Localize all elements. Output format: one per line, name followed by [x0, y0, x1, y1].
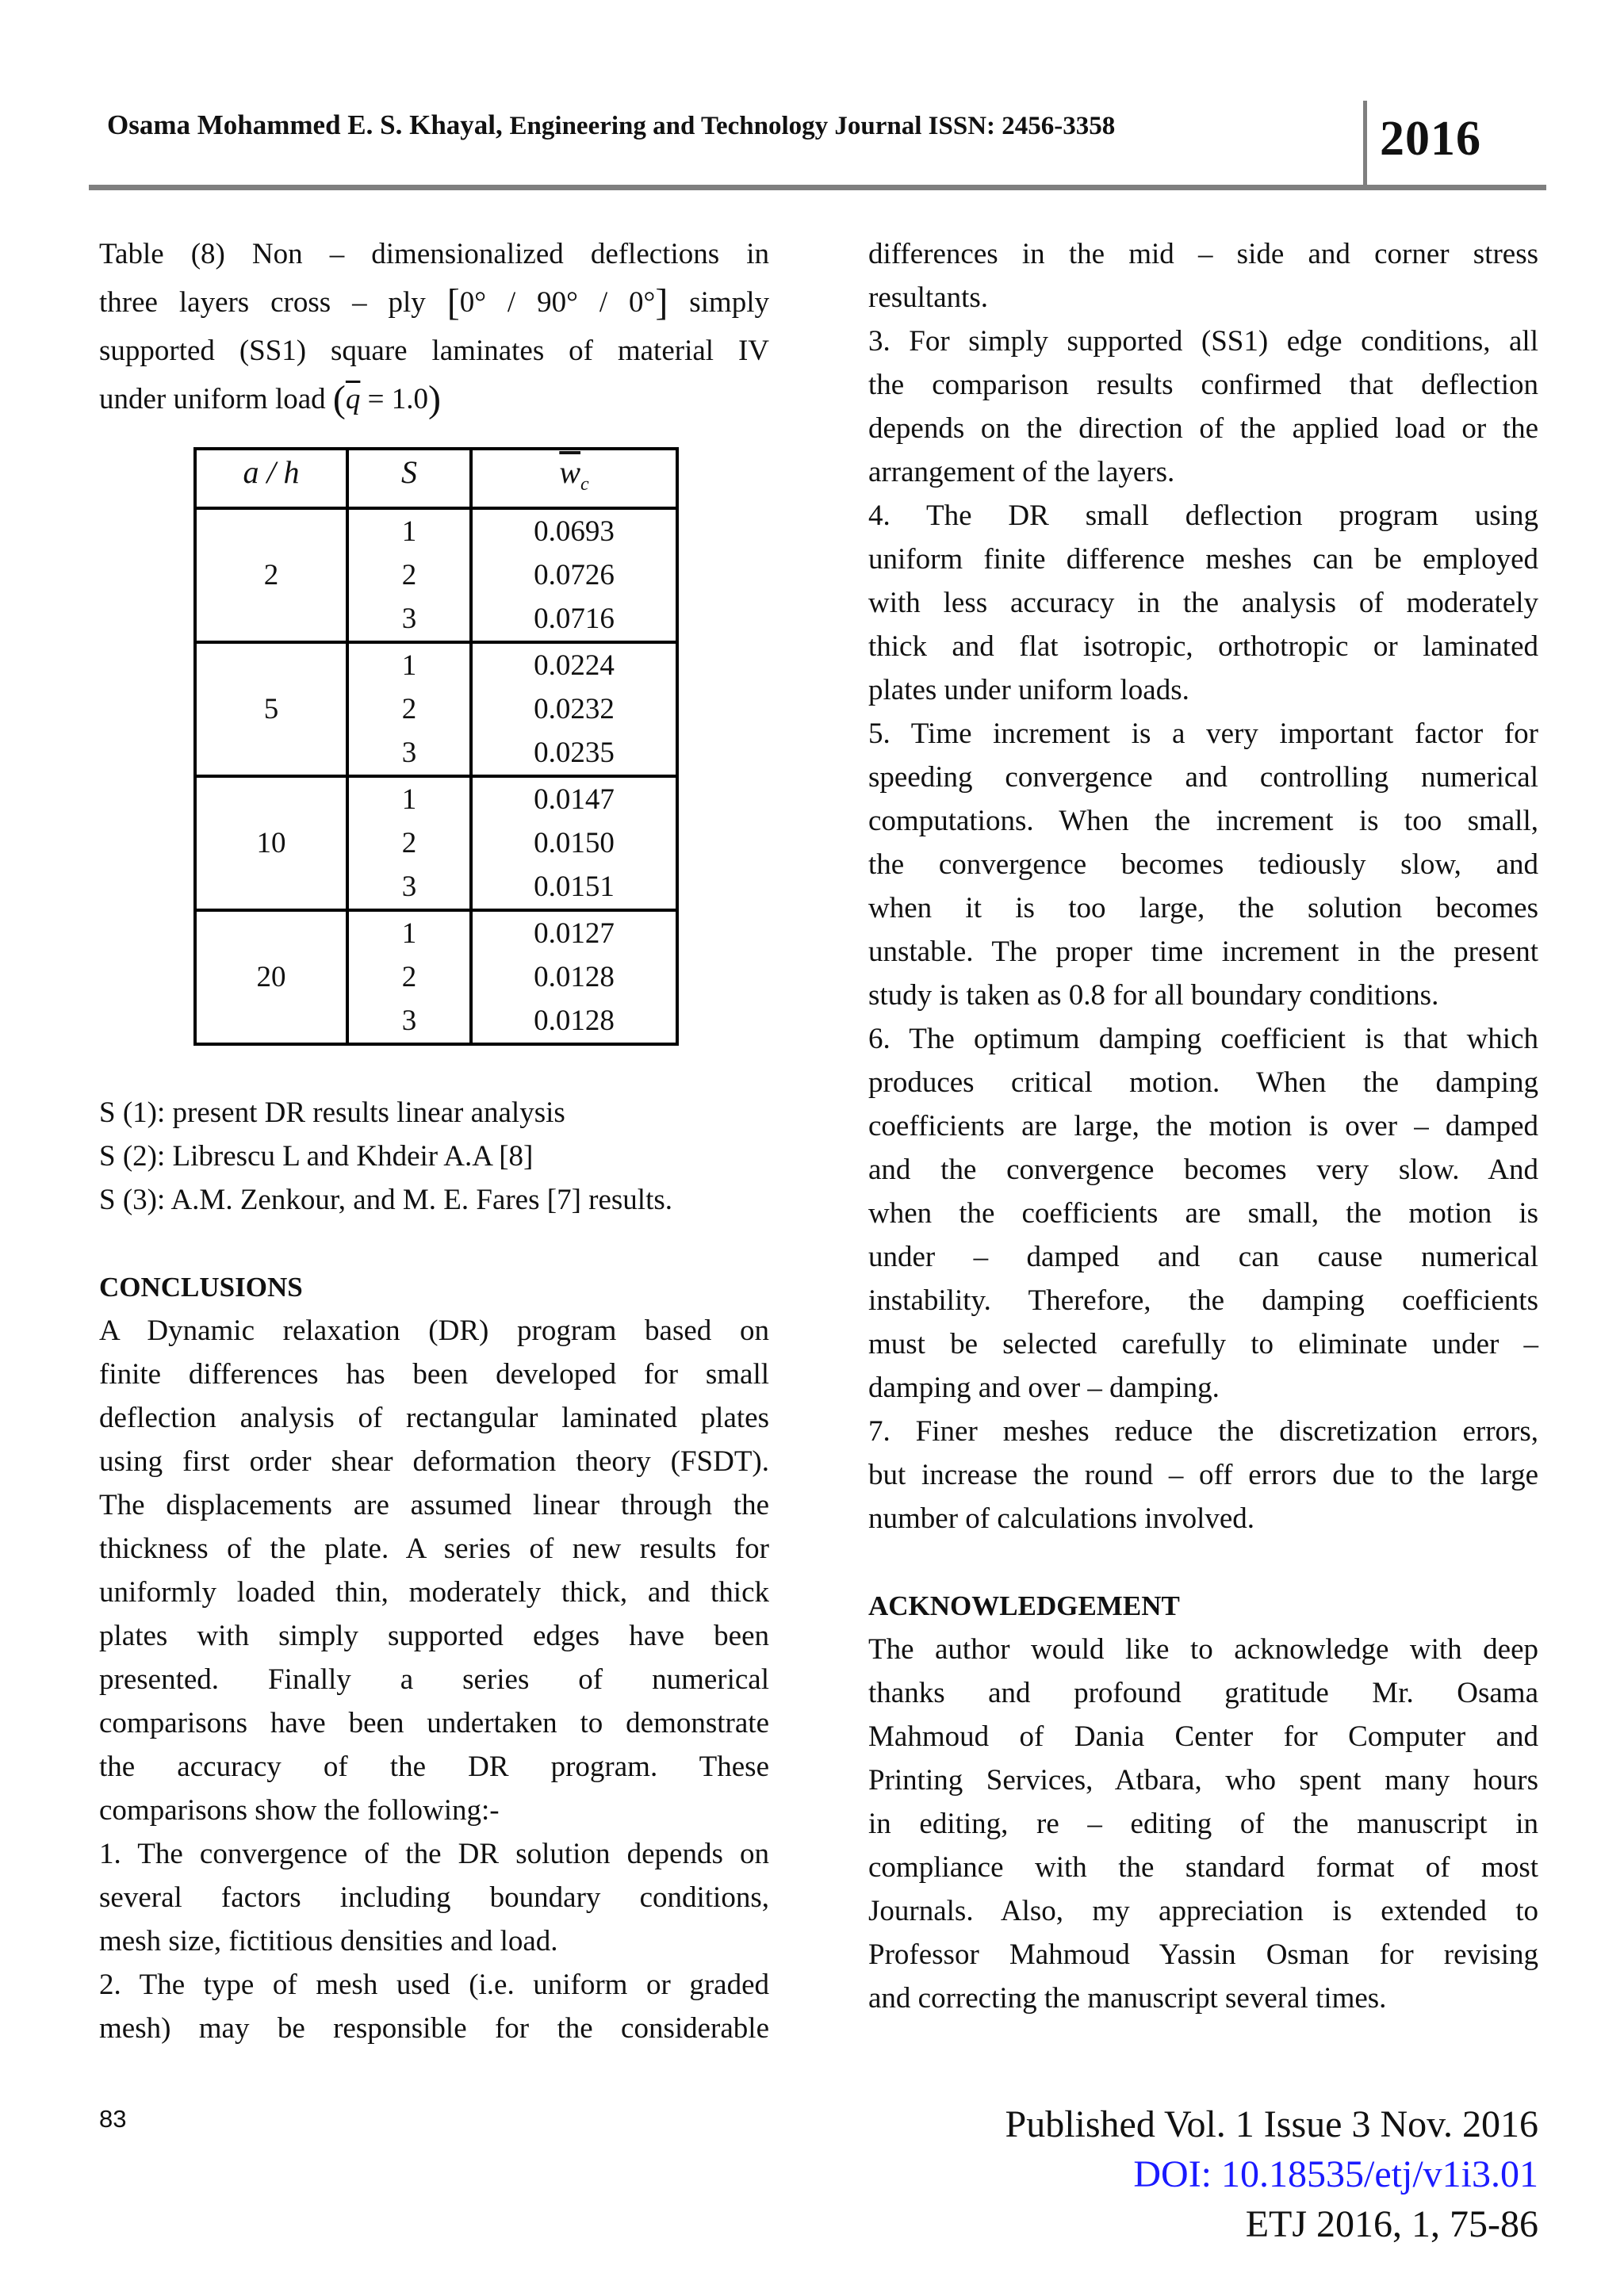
section-heading-conclusions: CONCLUSIONS — [99, 1272, 303, 1303]
caption-line: Table (8) Non – dimensionalized deflections in — [99, 238, 769, 270]
paragraph-line: 5. Time increment is a very important factor for — [868, 718, 1538, 750]
paragraph-line: plates with simply supported edges have been — [99, 1620, 769, 1652]
load-value: = 1.0 — [360, 383, 429, 415]
s-cell — [347, 910, 471, 1044]
paragraph-line: Professor Mahmoud Yassin Osman for revising — [868, 1938, 1538, 1971]
w-subscript: c — [580, 474, 589, 495]
paragraph-line: comparisons show the following:- — [99, 1794, 500, 1827]
header-ah: a / h — [195, 449, 347, 508]
section-heading-acknowledgement: ACKNOWLEDGEMENT — [868, 1590, 1180, 1621]
wc-value: 0.0128 — [534, 1004, 615, 1037]
wc-value: 0.0224 — [534, 649, 615, 682]
paragraph-line: deflection analysis of rectangular laminated plates — [99, 1402, 769, 1434]
load-math: $(\overline{q} = 1.0)$ — [332, 378, 441, 420]
s-value: 2 — [401, 559, 417, 591]
publication-info — [1005, 2099, 1539, 2249]
paragraph-line: in editing, re – editing of the manuscript in — [868, 1808, 1538, 1840]
header-author: Osama Mohammed E. S. Khayal, — [107, 109, 503, 140]
paragraph-line: Journals. Also, my appreciation is extended to — [868, 1895, 1538, 1927]
paragraph-line: speeding convergence and controlling numerical — [868, 761, 1538, 794]
paragraph-line: 3. For simply supported (SS1) edge conditions, all — [868, 325, 1538, 358]
wc-value: 0.0151 — [534, 871, 615, 903]
ah-cell: 10 — [195, 776, 347, 910]
paragraph-line: coefficients are large, the motion is over – damped — [868, 1110, 1538, 1142]
s-value: 3 — [401, 603, 417, 635]
paragraph-line: number of calculations involved. — [868, 1502, 1255, 1535]
ah-cell: 20 — [195, 910, 347, 1044]
table-note: S (2): Librescu L and Khdeir A.A [8] — [99, 1140, 534, 1173]
wc-value: 0.0127 — [534, 917, 615, 950]
caption-text: simply — [689, 286, 769, 319]
paragraph-line: 2. The type of mesh used (i.e. uniform or graded — [99, 1969, 769, 2001]
paragraph-line: thick and flat isotropic, orthotropic or laminated — [868, 630, 1538, 663]
paragraph-line: instability. Therefore, the damping coefficients — [868, 1284, 1538, 1317]
paragraph-line: the comparison results confirmed that deflection — [868, 369, 1538, 401]
page-number: 83 — [99, 2105, 127, 2133]
citation-line: ETJ 2016, 1, 75-86 — [1245, 2203, 1538, 2245]
paragraph-line: Mahmoud of Dania Center for Computer and — [868, 1720, 1538, 1753]
paragraph-line: with less accuracy in the analysis of moderately — [868, 587, 1538, 619]
s-value: 1 — [401, 917, 417, 950]
paragraph-line: the convergence becomes tediously slow, and — [868, 848, 1538, 881]
spacer — [868, 1540, 1538, 1584]
s-cell — [347, 642, 471, 776]
paragraph-line: uniformly loaded thin, moderately thick, and thick — [99, 1576, 769, 1609]
s-value: 3 — [401, 871, 417, 903]
paragraph-line: when the coefficients are small, the motion is — [868, 1197, 1538, 1230]
paragraph-line: comparisons have been undertaken to demonstrate — [99, 1707, 769, 1739]
spacer — [99, 1222, 769, 1265]
header-journal: Engineering and Technology Journal ISSN: 2456-3358 — [509, 112, 1116, 140]
table-row-group — [195, 910, 677, 1044]
header-rule — [89, 185, 1546, 190]
s-value: 2 — [401, 827, 417, 859]
running-header — [107, 109, 1115, 141]
layup-angles: 0° / 90° / 0° — [459, 286, 656, 319]
paragraph-line: The displacements are assumed linear through the — [99, 1489, 769, 1521]
deflection-table — [193, 447, 679, 1046]
paragraph-line: 1. The convergence of the DR solution depends on — [99, 1838, 769, 1870]
table-row-group — [195, 776, 677, 910]
s-value: 2 — [401, 693, 417, 725]
table-header-row — [195, 449, 677, 508]
paragraph-line: must be selected carefully to eliminate under – — [868, 1328, 1538, 1360]
wc-cell — [471, 508, 677, 642]
wc-cell — [471, 642, 677, 776]
paragraph-line: and correcting the manuscript several times. — [868, 1982, 1387, 2015]
paragraph-line: under – damped and can cause numerical — [868, 1241, 1538, 1273]
s-value: 1 — [401, 783, 417, 816]
wc-value: 0.0128 — [534, 961, 615, 993]
layup-math: [0° / 90° / 0°] — [446, 281, 668, 323]
s-value: 2 — [401, 961, 417, 993]
wc-value: 0.0232 — [534, 693, 615, 725]
s-value: 3 — [401, 1004, 417, 1037]
paragraph-line: thickness of the plate. A series of new results for — [99, 1533, 769, 1565]
paragraph-line: damping and over – damping. — [868, 1372, 1220, 1404]
wc-cell — [471, 776, 677, 910]
paragraph-line: differences in the mid – side and corner stress — [868, 238, 1538, 270]
header-s: S — [347, 449, 471, 508]
paragraph-line: using first order shear deformation theory (FSDT). — [99, 1445, 769, 1478]
s-value: 1 — [401, 649, 417, 682]
table-note: S (1): present DR results linear analysis — [99, 1096, 565, 1129]
paragraph-line: but increase the round – off errors due to the large — [868, 1459, 1538, 1491]
paragraph-line: uniform finite difference meshes can be employed — [868, 543, 1538, 576]
caption-line: supported (SS1) square laminates of material IV — [99, 335, 769, 367]
paragraph-line: produces critical motion. When the damping — [868, 1066, 1538, 1099]
table-caption — [99, 230, 769, 423]
paragraph-line: presented. Finally a series of numerical — [99, 1663, 769, 1696]
s-value: 1 — [401, 515, 417, 548]
caption-text: three layers cross – ply — [99, 286, 426, 319]
header-divider-vertical — [1363, 101, 1367, 188]
ah-cell: 2 — [195, 508, 347, 642]
header-year: 2016 — [1380, 112, 1481, 166]
paragraph-line: the accuracy of the DR program. These — [99, 1751, 769, 1783]
paragraph-line: mesh) may be responsible for the considerable — [99, 2012, 769, 2045]
paragraph-line: and the convergence becomes very slow. And — [868, 1154, 1538, 1186]
paragraph-line: 6. The optimum damping coefficient is that which — [868, 1023, 1538, 1055]
paragraph-line: study is taken as 0.8 for all boundary conditions. — [868, 979, 1439, 1012]
wc-value: 0.0716 — [534, 603, 615, 635]
published-line: Published Vol. 1 Issue 3 Nov. 2016 — [1005, 2103, 1538, 2145]
left-column-lower — [99, 1091, 769, 2050]
table-note: S (3): A.M. Zenkour, and M. E. Fares [7] results. — [99, 1184, 672, 1216]
doi-link[interactable]: DOI: 10.18535/etj/v1i3.01 — [1133, 2153, 1538, 2195]
caption-line — [99, 278, 769, 327]
s-value: 3 — [401, 737, 417, 769]
paragraph-line: when it is too large, the solution becomes — [868, 892, 1538, 924]
paragraph-line: compliance with the standard format of most — [868, 1851, 1538, 1884]
paragraph-line: several factors including boundary conditions, — [99, 1881, 769, 1914]
wc-value: 0.0235 — [534, 737, 615, 769]
paragraph-line: plates under uniform loads. — [868, 674, 1189, 706]
load-symbol: $\overline{q}$ — [345, 383, 361, 415]
paragraph-line: 7. Finer meshes reduce the discretization errors, — [868, 1415, 1538, 1448]
header-wc — [471, 449, 677, 508]
table-row-group — [195, 642, 677, 776]
wc-cell — [471, 910, 677, 1044]
caption-text: under uniform load — [99, 383, 326, 415]
paragraph-line: resultants. — [868, 281, 989, 314]
paragraph-line: thanks and profound gratitude Mr. Osama — [868, 1677, 1538, 1709]
w-symbol: $\overline{w}$ — [559, 454, 581, 490]
paragraph-line: A Dynamic relaxation (DR) program based on — [99, 1314, 769, 1347]
wc-value: 0.0147 — [534, 783, 615, 816]
wc-value: 0.0693 — [534, 515, 615, 548]
paragraph-line: arrangement of the layers. — [868, 456, 1175, 488]
s-cell — [347, 508, 471, 642]
paragraph-line: computations. When the increment is too small, — [868, 805, 1538, 837]
table-row-group — [195, 508, 677, 642]
paragraph-line: finite differences has been developed for small — [99, 1358, 769, 1391]
paragraph-line: mesh size, fictitious densities and load. — [99, 1925, 558, 1957]
caption-line — [99, 375, 769, 423]
paragraph-line: unstable. The proper time increment in the present — [868, 936, 1538, 968]
ah-cell: 5 — [195, 642, 347, 776]
wc-value: 0.0726 — [534, 559, 615, 591]
paragraph-line: Printing Services, Atbara, who spent many hours — [868, 1764, 1538, 1797]
right-column — [868, 232, 1538, 2020]
wc-value: 0.0150 — [534, 827, 615, 859]
paragraph-line: The author would like to acknowledge with deep — [868, 1633, 1538, 1666]
paragraph-line: 4. The DR small deflection program using — [868, 499, 1538, 532]
paragraph-line: depends on the direction of the applied load or the — [868, 412, 1538, 445]
s-cell — [347, 776, 471, 910]
